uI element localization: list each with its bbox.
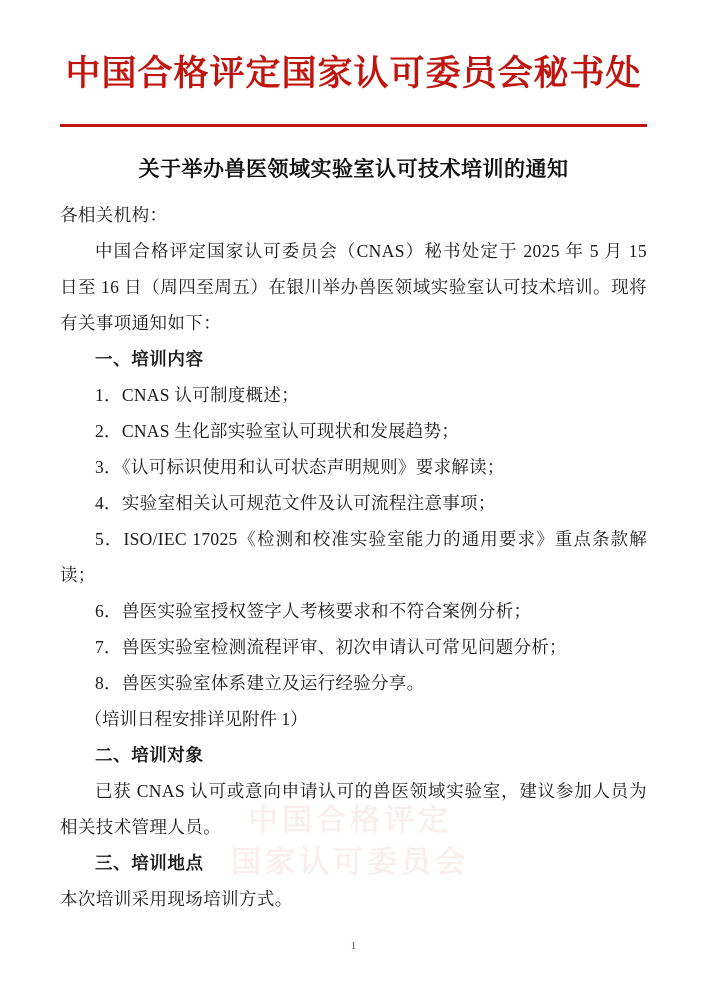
- salutation: 各相关机构：: [60, 204, 168, 225]
- list-item: 6．兽医实验室授权签字人考核要求和不符合案例分析；: [95, 600, 532, 621]
- list-item: 4．实验室相关认可规范文件及认可流程注意事项；: [95, 492, 496, 513]
- letterhead-divider: [60, 124, 647, 127]
- watermark: 中国合格评定 国家认可委员会: [231, 804, 469, 879]
- list-item: 7．兽医实验室检测流程评审、初次申请认可常见问题分析；: [95, 636, 567, 657]
- section-heading-2: 二、培训对象: [95, 744, 204, 765]
- page-title: 关于举办兽医领域实验室认可技术培训的通知: [138, 156, 569, 181]
- list-item: 1．CNAS 认可制度概述；: [95, 384, 300, 405]
- list-item: 3．《认可标识使用和认可状态声明规则》要求解读；: [95, 456, 505, 477]
- section-3-paragraph: 本次培训采用现场培训方式。: [60, 888, 293, 909]
- section-heading-3: 三、培训地点: [95, 852, 204, 873]
- letterhead: [60, 0, 647, 127]
- page-number: 1: [350, 940, 357, 952]
- letterhead-organization: 中国合格评定国家认可委员会秘书处: [65, 54, 642, 93]
- list-item: 2．CNAS 生化部实验室认可现状和发展趋势；: [95, 420, 460, 441]
- list-item: 5．ISO/IEC 17025《检测和校准实验室能力的通用要求》重点条款解读；: [60, 528, 647, 585]
- opening-paragraph: 中国合格评定国家认可委员会（CNAS）秘书处定于 2025 年 5 月 15 日至 16 日（周四至周五）在银川举办兽医领域实验室认可技术培训。现将有关事项通知如下：: [60, 240, 647, 333]
- section-2-paragraph: 已获 CNAS 认可或意向申请认可的兽医领域实验室，建议参加人员为相关技术管理人员。: [60, 780, 647, 837]
- list-item: 8．兽医实验室体系建立及运行经验分享。: [95, 672, 425, 693]
- schedule-note: （培训日程安排详见附件 1）: [84, 708, 308, 729]
- section-heading-1: 一、培训内容: [95, 348, 204, 369]
